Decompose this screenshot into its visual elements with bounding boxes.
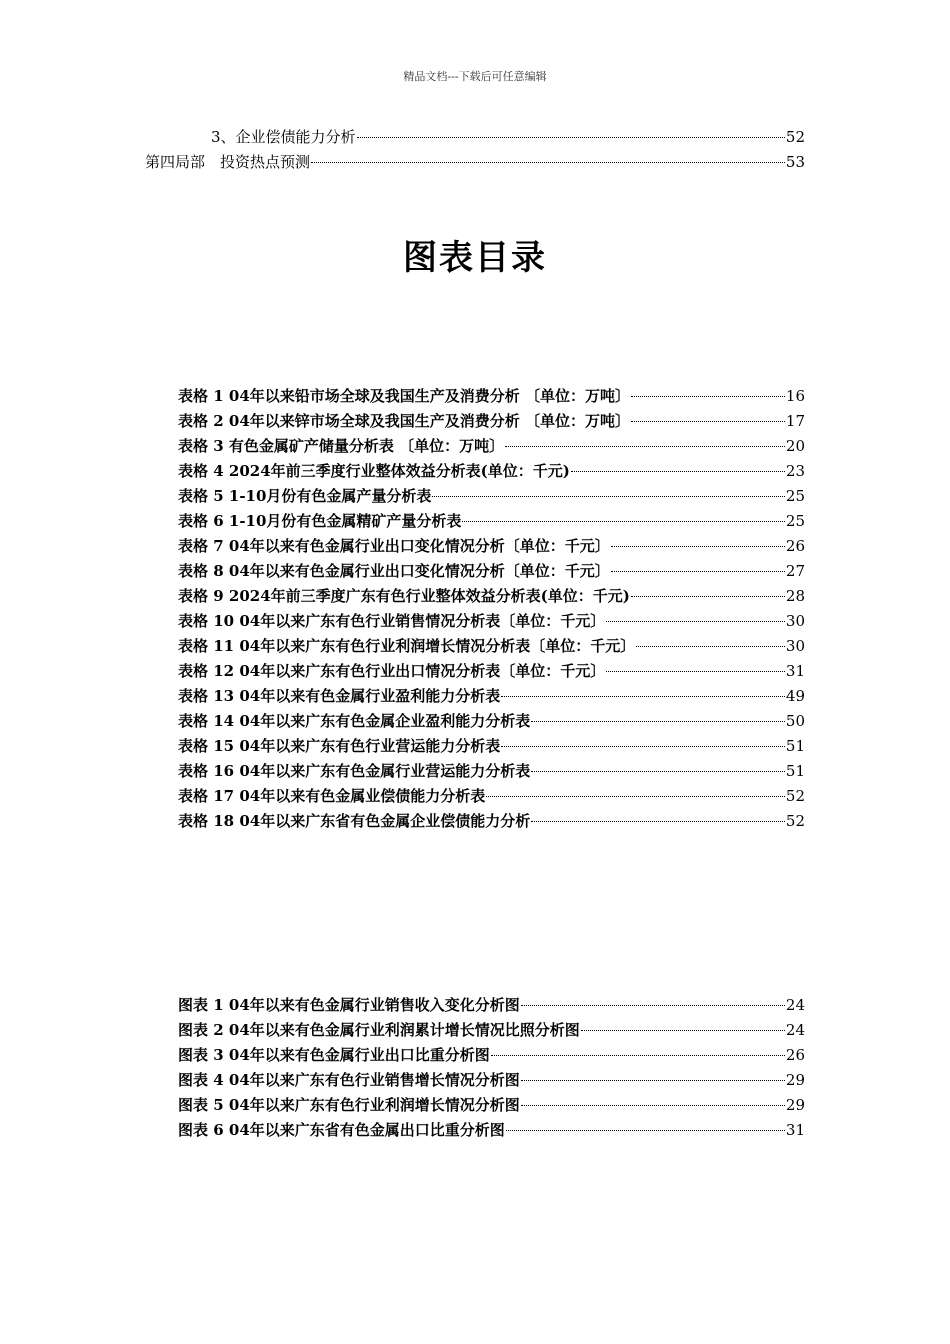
table-entry[interactable]	[178, 635, 805, 657]
figure-entry-label: 图表 6 04年以来广东省有色金属出口比重分析图	[178, 1121, 505, 1139]
table-entry[interactable]	[178, 610, 805, 632]
toc-leader-dots	[606, 671, 785, 672]
table-entry-label: 表格 8 04年以来有色金属行业出口变化情况分析〔单位：千元〕	[178, 562, 610, 580]
table-entry-label: 表格 6 1-10月份有色金属精矿产量分析表	[178, 512, 462, 530]
toc-leader-dots	[486, 796, 785, 797]
table-entry-page: 20	[785, 437, 805, 455]
figure-entry-page: 24	[785, 996, 805, 1014]
toc-leader-dots	[531, 771, 785, 772]
toc-entry[interactable]	[211, 126, 805, 148]
table-entry-label: 表格 10 04年以来广东有色行业销售情况分析表〔单位：千元〕	[178, 612, 606, 630]
toc-leader-dots	[491, 1055, 785, 1056]
toc-leader-dots	[531, 821, 785, 822]
table-entry[interactable]	[178, 410, 805, 432]
toc-leader-dots	[521, 1080, 785, 1081]
toc-entry-label: 3、企业偿债能力分析	[211, 128, 356, 146]
figure-entry[interactable]	[178, 1019, 805, 1041]
table-entry-label: 表格 9 2024年前三季度广东有色行业整体效益分析表(单位：千元)	[178, 587, 630, 605]
table-entry-label: 表格 13 04年以来有色金属行业盈利能力分析表	[178, 687, 501, 705]
table-entry-page: 16	[785, 387, 805, 405]
figure-entry-label: 图表 1 04年以来有色金属行业销售收入变化分析图	[178, 996, 520, 1014]
toc-leader-dots	[631, 396, 785, 397]
table-entry-page: 52	[785, 787, 805, 805]
figure-entry-label: 图表 5 04年以来广东有色行业利润增长情况分析图	[178, 1096, 520, 1114]
toc-leader-dots	[501, 696, 785, 697]
table-entry[interactable]	[178, 785, 805, 807]
figure-entry-page: 24	[785, 1021, 805, 1039]
table-entry-page: 30	[785, 637, 805, 655]
table-entry-page: 17	[785, 412, 805, 430]
figure-entry[interactable]	[178, 994, 805, 1016]
table-entry[interactable]	[178, 535, 805, 557]
figure-entry-page: 31	[785, 1121, 805, 1139]
table-entry-page: 26	[785, 537, 805, 555]
toc-leader-dots	[521, 1005, 785, 1006]
figure-entry-label: 图表 2 04年以来有色金属行业利润累计增长情况比照分析图	[178, 1021, 580, 1039]
toc-leader-dots	[432, 496, 784, 497]
table-entry-page: 31	[785, 662, 805, 680]
figure-entry-page: 26	[785, 1046, 805, 1064]
table-entry-label: 表格 14 04年以来广东有色金属企业盈利能力分析表	[178, 712, 531, 730]
toc-entry-page: 52	[785, 128, 805, 146]
table-entry-page: 25	[785, 487, 805, 505]
toc-leader-dots	[505, 446, 785, 447]
table-entry[interactable]	[178, 660, 805, 682]
figure-entry-label: 图表 4 04年以来广东有色行业销售增长情况分析图	[178, 1071, 520, 1089]
figure-entry[interactable]	[178, 1119, 805, 1141]
toc-leader-dots	[521, 1105, 785, 1106]
toc-leader-dots	[631, 421, 785, 422]
toc-leader-dots	[501, 746, 785, 747]
toc-leader-dots	[506, 1130, 785, 1131]
toc-leader-dots	[357, 137, 785, 138]
table-entry-label: 表格 1 04年以来铅市场全球及我国生产及消费分析 〔单位：万吨〕	[178, 387, 630, 405]
toc-entry[interactable]	[145, 151, 805, 173]
table-entry-label: 表格 12 04年以来广东有色行业出口情况分析表〔单位：千元〕	[178, 662, 606, 680]
table-entry[interactable]	[178, 460, 805, 482]
table-entry[interactable]	[178, 485, 805, 507]
toc-leader-dots	[611, 546, 785, 547]
table-entry-label: 表格 16 04年以来广东有色金属行业营运能力分析表	[178, 762, 531, 780]
table-entry-label: 表格 2 04年以来锌市场全球及我国生产及消费分析 〔单位：万吨〕	[178, 412, 630, 430]
table-entry-label: 表格 15 04年以来广东有色行业营运能力分析表	[178, 737, 501, 755]
table-entry-label: 表格 11 04年以来广东有色行业利润增长情况分析表〔单位：千元〕	[178, 637, 636, 655]
table-entry[interactable]	[178, 710, 805, 732]
table-entry-page: 49	[785, 687, 805, 705]
table-entry-page: 51	[785, 737, 805, 755]
figure-entry[interactable]	[178, 1069, 805, 1091]
table-entry-label: 表格 4 2024年前三季度行业整体效益分析表(单位：千元)	[178, 462, 570, 480]
toc-entry-label: 第四局部 投资热点预测	[145, 153, 311, 171]
table-entry-label: 表格 3 有色金属矿产储量分析表 〔单位：万吨〕	[178, 437, 505, 455]
figure-entry[interactable]	[178, 1044, 805, 1066]
table-entry-page: 52	[785, 812, 805, 830]
list-title: 图表目录	[403, 238, 547, 278]
table-entry[interactable]	[178, 585, 805, 607]
toc-leader-dots	[636, 646, 785, 647]
figure-entry-page: 29	[785, 1071, 805, 1089]
table-entry[interactable]	[178, 760, 805, 782]
figure-entry-label: 图表 3 04年以来有色金属行业出口比重分析图	[178, 1046, 490, 1064]
table-entry[interactable]	[178, 560, 805, 582]
toc-leader-dots	[462, 521, 784, 522]
table-entry-page: 50	[785, 712, 805, 730]
table-entry-page: 23	[785, 462, 805, 480]
table-entry[interactable]	[178, 685, 805, 707]
table-entry[interactable]	[178, 510, 805, 532]
toc-leader-dots	[311, 162, 785, 163]
table-entry-label: 表格 17 04年以来有色金属业偿债能力分析表	[178, 787, 486, 805]
table-entry-page: 25	[785, 512, 805, 530]
table-entry[interactable]	[178, 810, 805, 832]
toc-leader-dots	[581, 1030, 785, 1031]
table-entry[interactable]	[178, 735, 805, 757]
table-entry[interactable]	[178, 435, 805, 457]
toc-leader-dots	[606, 621, 785, 622]
table-entry[interactable]	[178, 385, 805, 407]
table-entry-page: 51	[785, 762, 805, 780]
toc-leader-dots	[631, 596, 785, 597]
page-header: 精品文档---下载后可任意编辑	[403, 70, 547, 83]
table-entry-page: 28	[785, 587, 805, 605]
figure-entry[interactable]	[178, 1094, 805, 1116]
table-entry-label: 表格 18 04年以来广东省有色金属企业偿债能力分析	[178, 812, 531, 830]
toc-leader-dots	[531, 721, 785, 722]
table-entry-page: 27	[785, 562, 805, 580]
table-entry-page: 30	[785, 612, 805, 630]
toc-leader-dots	[611, 571, 785, 572]
figure-entry-page: 29	[785, 1096, 805, 1114]
table-entry-label: 表格 7 04年以来有色金属行业出口变化情况分析〔单位：千元〕	[178, 537, 610, 555]
toc-leader-dots	[571, 471, 785, 472]
toc-entry-page: 53	[785, 153, 805, 171]
table-entry-label: 表格 5 1-10月份有色金属产量分析表	[178, 487, 432, 505]
